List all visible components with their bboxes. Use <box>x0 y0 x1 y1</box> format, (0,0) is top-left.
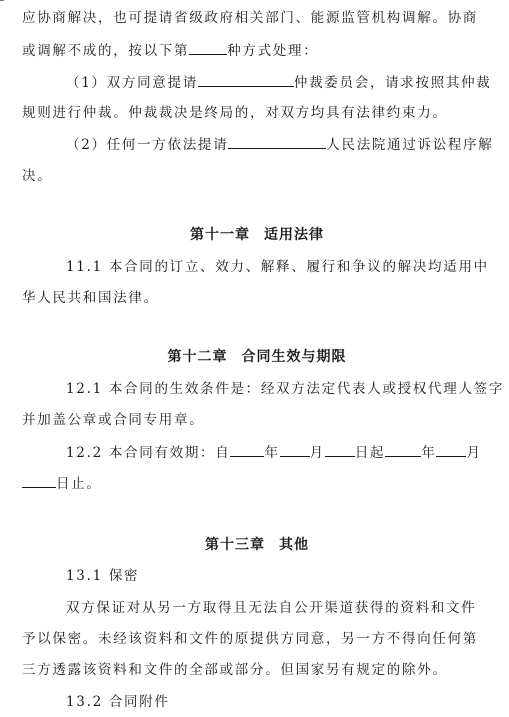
chapter-13-title: 其他 <box>279 537 309 553</box>
dispute-line-1 <box>22 9 478 27</box>
start-day-label: 日起 <box>354 445 386 461</box>
clause-13-1-text-3: 三方透露该资料和文件的全部或部分。但国家另有规定的除外。 <box>22 662 448 678</box>
clause-13-2-title <box>66 693 170 711</box>
option2-line-2 <box>22 167 52 185</box>
clause-12-2-line-2 <box>22 474 102 493</box>
clause-12-2-prefix: 12.2 本合同有效期：自 <box>66 445 231 461</box>
clause-11-1-line-1 <box>66 258 489 276</box>
end-day-blank[interactable] <box>22 474 56 488</box>
start-year-blank[interactable] <box>230 443 264 457</box>
end-year-label: 年 <box>421 445 437 461</box>
start-month-blank[interactable] <box>280 443 310 457</box>
clause-13-1-title-text: 13.1 保密 <box>66 568 140 584</box>
option2-line-1 <box>66 135 494 154</box>
court-name-blank[interactable] <box>228 135 326 149</box>
clause-13-1-text-1: 双方保证对从另一方取得且无法自公开渠道获得的资料和文件 <box>66 600 477 616</box>
option1-line-2 <box>22 104 448 122</box>
chapter-12-number: 第十二章 <box>167 349 228 365</box>
chapter-13-heading <box>22 536 492 554</box>
option2-text-1a: （2）任何一方依法提请 <box>66 137 229 153</box>
option1-text-1b: 仲裁委员会，请求按照其仲裁 <box>293 75 492 91</box>
clause-11-1-text-2: 华人民共和国法律。 <box>22 290 159 306</box>
clause-12-1-line-1 <box>66 380 504 398</box>
clause-11-1-text-1: 11.1 本合同的订立、效力、解释、履行和争议的解决均适用中 <box>66 259 489 275</box>
option1-text-1a: （1）双方同意提请 <box>66 75 198 91</box>
start-day-blank[interactable] <box>325 443 355 457</box>
clause-12-1-text-2: 并加盖公章或合同专用章。 <box>22 412 205 428</box>
arbitration-committee-blank[interactable] <box>198 73 294 87</box>
end-month-label: 月 <box>466 445 482 461</box>
page-corner-mark <box>0 0 4 1</box>
end-year-blank[interactable] <box>385 443 421 457</box>
option1-text-2: 规则进行仲裁。仲裁裁决是终局的，对双方均具有法律约束力。 <box>22 105 448 121</box>
option1-line-1 <box>66 73 492 92</box>
clause-13-1-title <box>66 567 139 585</box>
clause-13-2-title-text: 13.2 合同附件 <box>66 694 170 710</box>
option2-text-1b: 人民法院通过诉讼程序解 <box>326 137 494 153</box>
end-day-label: 日止。 <box>56 476 102 492</box>
start-year-label: 年 <box>264 445 280 461</box>
dispute-line-2 <box>22 41 318 60</box>
dispute-text-1: 应协商解决，也可提请省级政府相关部门、能源监管机构调解。协商 <box>22 10 478 26</box>
clause-13-1-line-1 <box>66 599 476 617</box>
dispute-text-2a: 或调解不成的，按以下第 <box>22 43 190 59</box>
chapter-11-heading <box>22 226 492 244</box>
chapter-11-number: 第十一章 <box>190 227 250 243</box>
end-month-blank[interactable] <box>436 443 466 457</box>
dispute-text-2b: 种方式处理： <box>227 43 319 59</box>
clause-11-1-line-2 <box>22 289 159 307</box>
option2-text-2: 决。 <box>22 168 53 184</box>
start-month-label: 月 <box>309 445 325 461</box>
clause-12-1-line-2 <box>22 411 204 429</box>
chapter-11-title: 适用法律 <box>264 227 324 243</box>
chapter-12-title: 合同生效与期限 <box>241 349 347 365</box>
clause-12-1-text-1: 12.1 本合同的生效条件是：经双方法定代表人或授权代理人签字 <box>66 381 505 397</box>
chapter-12-heading <box>22 348 492 366</box>
clause-13-1-line-3 <box>22 661 448 679</box>
chapter-13-number: 第十三章 <box>205 537 265 553</box>
clause-13-1-text-2: 予以保密。未经该资料和文件的原提供方同意，另一方不得向任何第 <box>22 631 478 647</box>
clause-12-2-line-1 <box>66 443 482 462</box>
clause-13-1-line-2 <box>22 630 478 648</box>
method-number-blank[interactable] <box>189 41 227 55</box>
